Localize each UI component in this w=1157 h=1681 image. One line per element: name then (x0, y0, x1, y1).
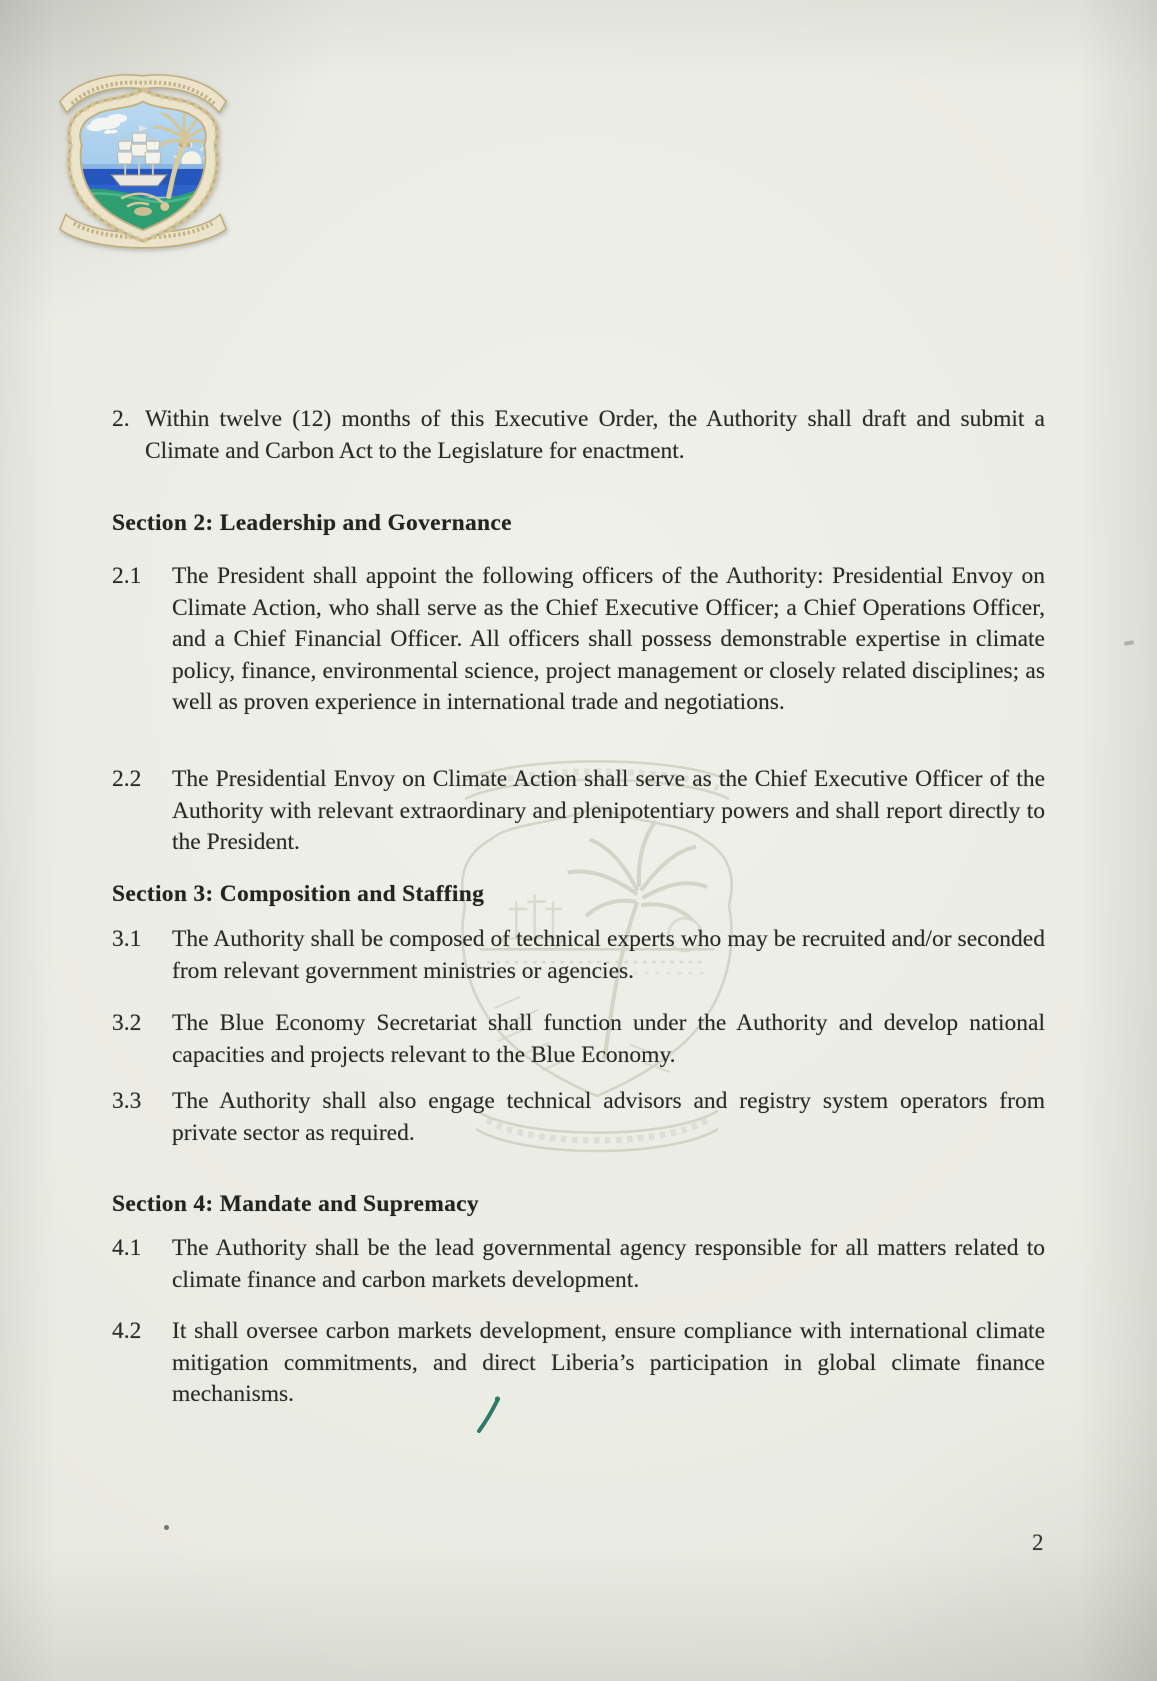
item-text: The Authority shall be the lead governmental agency responsible for all matters related to climate finance and carbon markets development. (172, 1235, 1045, 1293)
liberia-coat-of-arms-emblem (44, 66, 242, 254)
section-3-heading: Section 3: Composition and Staffing (112, 881, 485, 907)
list-item-2-1 (112, 561, 1045, 719)
item-number: 4.2 (112, 1318, 142, 1344)
item-number: 4.1 (112, 1235, 142, 1261)
section-2-heading: Section 2: Leadership and Governance (112, 510, 512, 536)
list-item-4-2 (112, 1316, 1045, 1411)
list-item-3-1 (112, 924, 1045, 987)
page-number: 2 (1032, 1530, 1044, 1555)
section-4-heading: Section 4: Mandate and Supremacy (112, 1191, 479, 1217)
item-number: 3.1 (112, 926, 142, 952)
item-text: Within twelve (12) months of this Executive Order, the Authority shall draft and submit a Climate and Carbon Act to the Legislature for enactment. (145, 406, 1045, 464)
paper-speck (164, 1525, 169, 1530)
item-number: 2.2 (112, 766, 142, 792)
item-text: It shall oversee carbon markets development, ensure compliance with international climate mitigation commitments, and direct Liberia’s participation in global climate finance mechanisms. (172, 1318, 1045, 1408)
green-pen-tick-mark (470, 1392, 506, 1436)
item-text: The President shall appoint the following officers of the Authority: Presidential Envoy on Climate Action, who shall serve as the Chief Executive Officer; a Chief Operations Officer, and a Chief Financial Officer. All officers shall possess demonstrable expertise in climate policy, finance, environmental science, project management or closely related disciplines; as well as proven experience in international trade and negotiations. (172, 563, 1045, 716)
item-number: 3.2 (112, 1010, 142, 1036)
list-item-4-1 (112, 1233, 1045, 1296)
list-item-2 (112, 404, 1045, 467)
item-text: The Authority shall be composed of technical experts who may be recruited and/or seconded from relevant government ministries or agencies. (172, 926, 1045, 984)
list-item-3-3 (112, 1086, 1045, 1149)
list-item-2-2 (112, 764, 1045, 859)
item-text: The Authority shall also engage technical advisors and registry system operators from private sector as required. (172, 1088, 1045, 1146)
item-number: 3.3 (112, 1088, 142, 1114)
list-item-3-2 (112, 1008, 1045, 1071)
item-text: The Blue Economy Secretariat shall function under the Authority and develop national capacities and projects relevant to the Blue Economy. (172, 1010, 1045, 1068)
item-text: The Presidential Envoy on Climate Action shall serve as the Chief Executive Officer of the Authority with relevant extraordinary and plenipotentiary powers and shall report directly to the President. (172, 766, 1045, 856)
paper-speck (1124, 640, 1135, 646)
item-number: 2.1 (112, 563, 142, 589)
item-number: 2. (112, 406, 130, 432)
